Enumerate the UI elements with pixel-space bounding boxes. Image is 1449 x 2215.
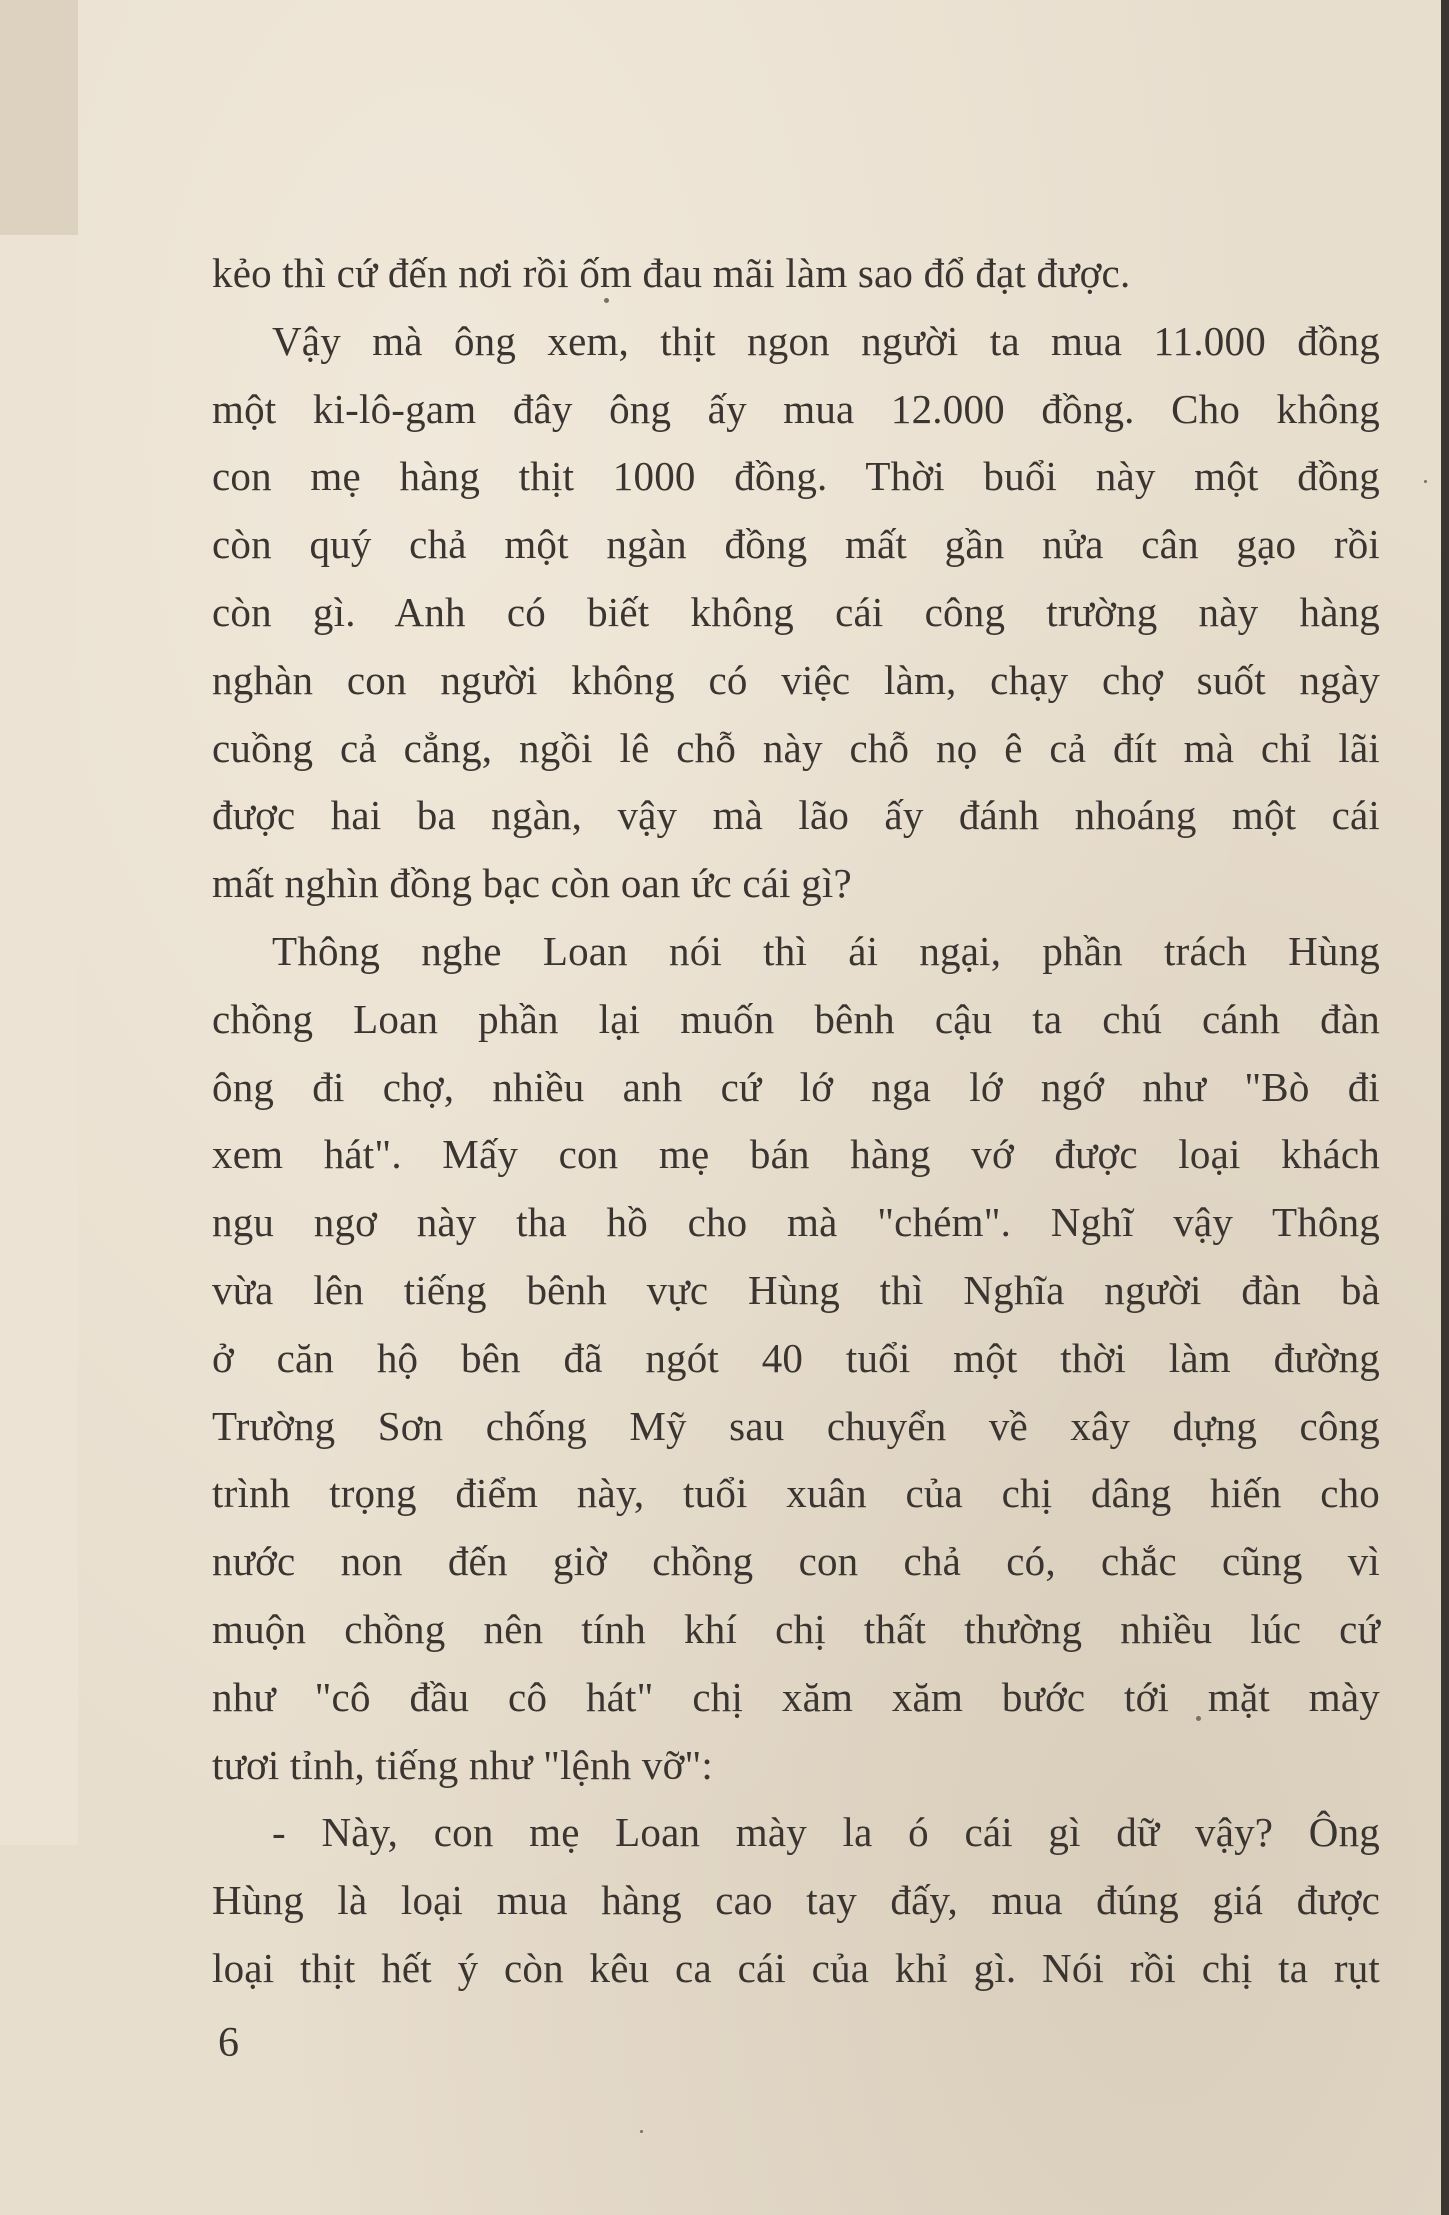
- paper-speck: [1424, 480, 1427, 483]
- text-line: ở căn hộ bên đã ngót 40 tuổi một thời làm đường: [212, 1334, 1380, 1381]
- text-line: con mẹ hàng thịt 1000 đồng. Thời buổi này một đồng: [212, 453, 1380, 500]
- text-line: trình trọng điểm này, tuổi xuân của chị dâng hiến cho: [212, 1470, 1380, 1517]
- text-line: tươi tỉnh, tiếng như "lệnh vỡ":: [212, 1741, 714, 1788]
- text-line: muộn chồng nên tính khí chị thất thường nhiều lúc cứ: [212, 1605, 1380, 1652]
- text-line: Hùng là loại mua hàng cao tay đấy, mua đúng giá được: [212, 1877, 1380, 1924]
- text-line: Thông nghe Loan nói thì ái ngại, phần trách Hùng: [272, 927, 1380, 974]
- text-line: mất nghìn đồng bạc còn oan ức cái gì?: [212, 860, 852, 907]
- page-number: 6: [218, 2020, 239, 2066]
- text-line: nghàn con người không có việc làm, chạy chợ suốt ngày: [212, 656, 1380, 703]
- text-line: còn quý chả một ngàn đồng mất gần nửa cân gạo rồi: [212, 521, 1380, 568]
- text-line: kẻo thì cứ đến nơi rồi ốm đau mãi làm sao đổ đạt được.: [212, 250, 1131, 296]
- text-line: xem hát". Mấy con mẹ bán hàng vớ được loại khách: [212, 1131, 1380, 1178]
- page-margin-light: [0, 235, 78, 1845]
- text-line: cuồng cả cẳng, ngồi lê chỗ này chỗ nọ ê cả đít mà chỉ lãi: [212, 724, 1380, 771]
- text-line: như "cô đầu cô hát" chị xăm xăm bước tới mặt mày: [212, 1673, 1380, 1720]
- text-line: ngu ngơ này tha hồ cho mà "chém". Nghĩ vậy Thông: [212, 1199, 1380, 1246]
- text-line: Vậy mà ông xem, thịt ngon người ta mua 11.000 đồng: [272, 317, 1380, 364]
- text-line: nước non đến giờ chồng con chả có, chắc cũng vì: [212, 1538, 1380, 1585]
- text-line: một ki-lô-gam đây ông ấy mua 12.000 đồng. Cho không: [212, 385, 1380, 432]
- text-line: còn gì. Anh có biết không cái công trường này hàng: [212, 588, 1380, 635]
- text-line: - Này, con mẹ Loan mày la ó cái gì dữ vậy? Ông: [272, 1809, 1380, 1856]
- text-line: Trường Sơn chống Mỹ sau chuyển về xây dựng công: [212, 1402, 1380, 1449]
- page-margin-shadow: [0, 0, 78, 235]
- text-line: vừa lên tiếng bênh vực Hùng thì Nghĩa người đàn bà: [212, 1266, 1380, 1313]
- body-text: [212, 240, 1380, 2003]
- text-line: loại thịt hết ý còn kêu ca cái của khỉ gì. Nói rồi chị ta rụt: [212, 1944, 1380, 1991]
- page-right-edge: [1441, 0, 1449, 2215]
- paper-speck: [640, 2130, 643, 2133]
- text-line: ông đi chợ, nhiều anh cứ lớ nga lớ ngớ như "Bò đi: [212, 1063, 1380, 1110]
- text-line: được hai ba ngàn, vậy mà lão ấy đánh nhoáng một cái: [212, 792, 1380, 839]
- text-line: chồng Loan phần lại muốn bênh cậu ta chú cánh đàn: [212, 995, 1380, 1042]
